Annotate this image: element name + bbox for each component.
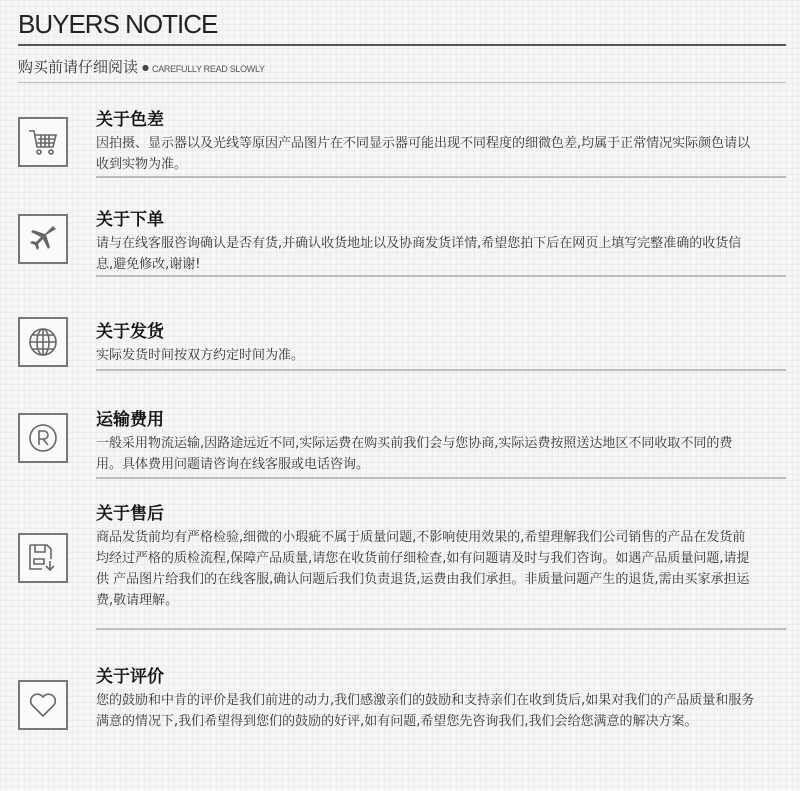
section-heading: 关于色差 [96,110,164,130]
subtitle-cn: 购买前请仔细阅读 [18,58,139,76]
section-heading: 关于下单 [96,210,164,230]
icon-frame [18,533,68,583]
section-divider [96,369,786,371]
globe-icon [27,326,59,358]
section-divider [96,176,786,178]
section-body: 请与在线客服咨询确认是否有货,并确认收货地址以及协商发货详情,希望您拍下后在网页上填写完整准确的收货信息,避免修改,谢谢! [96,236,742,272]
registered-icon [27,422,59,454]
subtitle-dot: ● [142,63,149,72]
section-heading: 关于发货 [96,322,164,342]
heart-icon [27,689,59,721]
section-body: 商品发货前均有严格检验,细微的小瑕疵不属于质量问题,不影响使用效果的,希望理解我们公司销售的产品在发货前均经过严格的质检流程,保障产品质量,请您在收货前仔细检查,如有问题请及时与我们咨询。如遇产品质量问题,请提供 产品图片给我们的在线客服,确认问题后我们负责退货,运费由我们承担。非质量问题产生的退货,需由买家承担运费,敬请理解。 [96,530,750,608]
section-divider [96,275,786,277]
section-heading: 关于评价 [96,667,164,687]
section-body: 一般采用物流运输,因路途远近不同,实际运费在购买前我们会与您协商,实际运费按照送达地区不同收取不同的费用。具体费用问题请咨询在线客服或电话咨询。 [96,436,733,472]
section-divider [96,477,786,479]
page-title: BUYERS NOTICE [18,9,218,39]
icon-frame [18,413,68,463]
icon-frame [18,117,68,167]
section-divider [96,628,786,630]
icon-frame [18,214,68,264]
title-divider [18,44,786,46]
shopping-cart-icon [27,126,59,158]
save-download-icon [27,542,59,574]
section-body: 实际发货时间按双方约定时间为准。 [96,348,305,363]
subtitle-en: CAREFULLY READ SLOWLY [152,64,265,74]
icon-frame [18,317,68,367]
section-body: 您的鼓励和中肯的评价是我们前进的动力,我们感激亲们的鼓励和支持亲们在收到货后,如果对我们的产品质量和服务满意的情况下,我们希望得到您们的鼓励的好评,如有问题,希望您先咨询我们,我们会给您满意的解决方案。 [96,693,755,729]
section-body: 因拍摄、显示器以及光线等原因产品图片在不同显示器可能出现不同程度的细微色差,均属于正常情况实际颜色请以收到实物为准。 [96,136,751,172]
icon-frame [18,680,68,730]
airplane-icon [27,223,59,255]
section-heading: 关于售后 [96,504,164,524]
section-heading: 运输费用 [96,410,164,430]
subtitle-divider [18,82,786,83]
subtitle [18,56,265,77]
